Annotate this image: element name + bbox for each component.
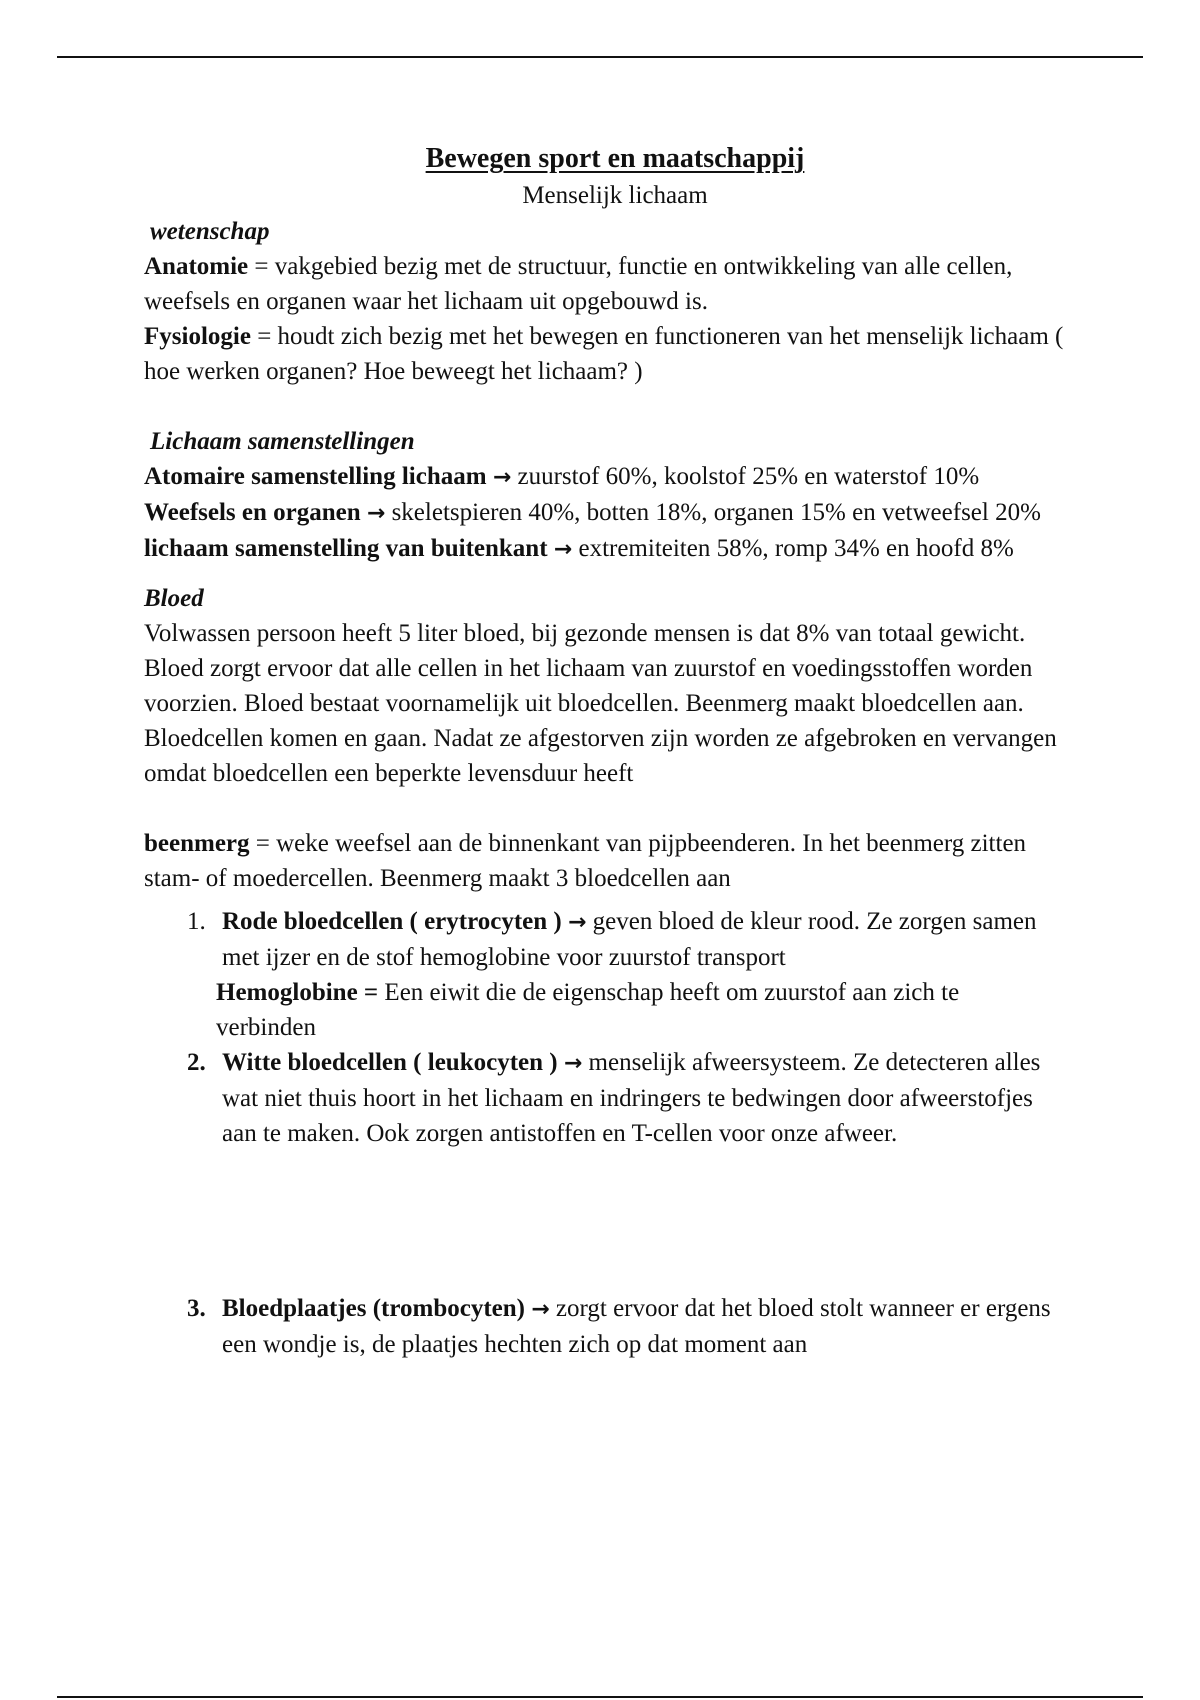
- header-rule: [57, 56, 1143, 58]
- list-number: 3.: [187, 1295, 206, 1322]
- spacer: [144, 389, 1064, 424]
- paragraph-weefsels: [144, 495, 1064, 531]
- spacer: [144, 567, 1064, 581]
- list-text: menselijk afweersysteem. Ze detecteren alles wat niet thuis hoort in het lichaam en indringers te bedwingen door afweerstofjes aan te maken. Ook zorgen antistoffen en T-cellen voor onze afweer.: [222, 1049, 1041, 1147]
- paragraph-atomaire: [144, 459, 1064, 495]
- list-term: Witte bloedcellen ( leukocyten ) →: [222, 1049, 583, 1076]
- paragraph-bloed-1: Volwassen persoon heeft 5 liter bloed, bij gezonde mensen is dat 8% van totaal gewicht.: [144, 620, 1026, 647]
- paragraph-beenmerg: [144, 826, 1064, 896]
- definition-anatomie: = vakgebied bezig met de structuur, functie en ontwikkeling van alle cellen, weefsels en organen waar het lichaam uit opgebouwd is.: [144, 253, 1013, 315]
- term-buitenkant: lichaam samenstelling van buitenkant →: [144, 535, 573, 562]
- value-weefsels: skeletspieren 40%, botten 18%, organen 15% en vetweefsel 20%: [385, 499, 1041, 526]
- arrow-right-icon: →: [366, 501, 386, 526]
- section-heading-bloed: Bloed: [144, 585, 204, 612]
- arrow-right-icon: →: [531, 1297, 550, 1322]
- term-weefsels: Weefsels en organen →: [144, 499, 386, 526]
- list-item: [144, 1045, 1064, 1151]
- list-text: zorgt ervoor dat het bloed stolt wanneer er ergens een wondje is, de plaatjes hechten zich op dat moment aan: [222, 1295, 1051, 1358]
- term-beenmerg: beenmerg: [144, 830, 250, 857]
- spacer: [222, 1151, 1064, 1291]
- spacer: [144, 791, 1064, 826]
- list-item: [144, 904, 1064, 1045]
- arrow-right-icon: →: [563, 1051, 583, 1076]
- paragraph-anatomie: [144, 249, 1064, 319]
- arrow-right-icon: →: [492, 465, 512, 490]
- list-number: 1.: [187, 908, 206, 935]
- term-anatomie: Anatomie: [144, 253, 249, 280]
- section-heading-wetenschap: wetenschap: [150, 218, 270, 245]
- blood-cell-list: [144, 904, 1064, 1362]
- definition-hemoglobine: Een eiwit die de eigenschap heeft om zuurstof aan zich te verbinden: [216, 979, 960, 1041]
- arrow-right-icon: →: [567, 910, 587, 935]
- section-heading-samenstellingen: Lichaam samenstellingen: [150, 428, 415, 455]
- definition-fysiologie: = houdt zich bezig met het bewegen en functioneren van het menselijk lichaam ( hoe werken organen? Hoe beweegt het lichaam? ): [144, 323, 1064, 385]
- list-item: [144, 1151, 1064, 1362]
- term-fysiologie: Fysiologie: [144, 323, 251, 350]
- term-hemoglobine: Hemoglobine =: [216, 979, 379, 1006]
- list-term: Bloedplaatjes (trombocyten) →: [222, 1295, 550, 1322]
- arrow-right-icon: →: [553, 537, 573, 562]
- definition-beenmerg: = weke weefsel aan de binnenkant van pijpbeenderen. In het beenmerg zitten stam- of moedercellen. Beenmerg maakt 3 bloedcellen aan: [144, 830, 1027, 892]
- list-number: 2.: [187, 1049, 206, 1076]
- hemoglobine-definition: [216, 975, 1064, 1045]
- document-page: [144, 140, 1064, 1362]
- term-atomaire: Atomaire samenstelling lichaam →: [144, 463, 512, 490]
- value-buitenkant: extremiteiten 58%, romp 34% en hoofd 8%: [572, 535, 1014, 562]
- list-text: geven bloed de kleur rood. Ze zorgen samen met ijzer en de stof hemoglobine voor zuurstof transport: [222, 908, 1037, 971]
- value-atomaire: zuurstof 60%, koolstof 25% en waterstof 10%: [511, 463, 980, 490]
- footer-rule: [57, 1696, 1143, 1698]
- list-term: Rode bloedcellen ( erytrocyten ) →: [222, 908, 587, 935]
- paragraph-buitenkant: [144, 531, 1064, 567]
- paragraph-bloed-2: Bloed zorgt ervoor dat alle cellen in het lichaam van zuurstof en voedingsstoffen worden voorzien. Bloed bestaat voornamelijk uit bloedcellen. Beenmerg maakt bloedcellen aan. Bloedcellen komen en gaan. Nadat ze afgestorven zijn worden ze afgebroken en vervangen omdat bloedcellen een beperkte levensduur heeft: [144, 655, 1057, 787]
- paragraph-fysiologie: [144, 319, 1064, 389]
- document-title: Bewegen sport en maatschappij: [425, 143, 805, 174]
- document-subtitle: Menselijk lichaam: [522, 182, 708, 209]
